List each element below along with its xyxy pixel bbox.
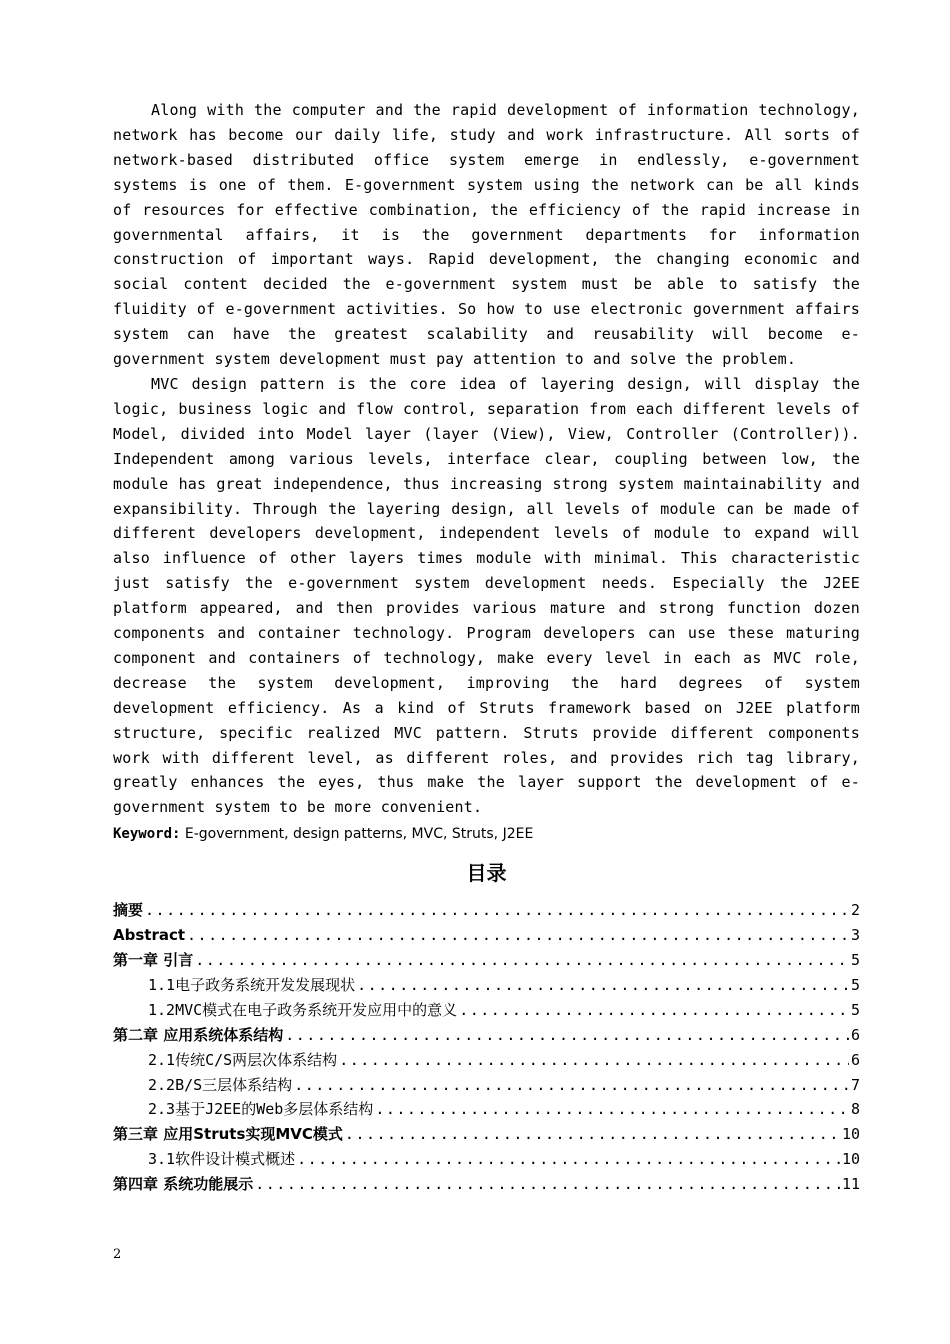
toc-entry-page: 10 [841, 1150, 860, 1169]
toc-entry[interactable] [113, 998, 860, 1023]
toc-entry-title: 摘要 [113, 901, 144, 920]
toc-entry[interactable] [113, 1073, 860, 1098]
toc-entry-title: 第二章 应用系统体系结构 [113, 1025, 284, 1044]
toc-leader-dots [195, 948, 849, 973]
keyword-text: E-government, design patterns, MVC, Struts, J2EE [180, 826, 534, 843]
toc-entry-page: 8 [850, 1100, 860, 1119]
page-number: 2 [113, 1247, 122, 1262]
toc-leader-dots [255, 1172, 840, 1197]
toc-entry-page: 5 [850, 1000, 860, 1019]
abstract-paragraph-1: Along with the computer and the rapid development of information technology, network has become our daily life, study and work infrastructure. All sorts of network-based distributed office system emerge in endlessly, e-government systems is one of them. E-government system using the network can be all kinds of resources for effective combination, the efficiency of the rapid increase in governmental affairs, it is the government departments for information construction of important ways. Rapid development, the changing economic and social content decided the e-government system must be able to satisfy the fluidity of e-government activities. So how to use electronic government affairs system can have the greatest scalability and reusability will become e-government system development must pay attention to and solve the problem. [113, 101, 860, 369]
abstract-paragraph-2: MVC design pattern is the core idea of layering design, will display the logic, business logic and flow control, separation from each different levels of Model, divided into Model layer (layer (View), View, Controller (Controller)). Independent among various levels, interface clear, coupling between low, the module has great independence, thus increasing strong system maintainability and expansibility. Through the layering design, all levels of module can be made of different developers development, independent levels of module to expand will also influence of other layers times module with minimal. This characteristic just satisfy the e-government system development needs. Especially the J2EE platform appeared, and then provides various mature and strong function dozen components and container technology. Program developers can use these maturing component and containers of technology, make every level in each as MVC role, decrease the system development, improving the hard degrees of system development efficiency. As a kind of Struts framework based on J2EE platform structure, specific realized MVC pattern. Struts provide different components work with different level, as different roles, and provides rich tag library, greatly enhances the eyes, thus make the layer support the development of e-government system to be more convenient. [113, 374, 860, 817]
toc-entry[interactable] [113, 898, 860, 923]
toc-entry[interactable] [113, 1122, 860, 1147]
toc-entry[interactable] [113, 1048, 860, 1073]
toc-entry-title: 2.3基于J2EE的Web多层体系结构 [148, 1100, 374, 1119]
toc-entry-title: 第一章 引言 [113, 951, 194, 970]
toc-leader-dots [145, 898, 849, 923]
toc-entry-title: 1.2MVC模式在电子政务系统开发应用中的意义 [148, 1000, 458, 1019]
toc-entry[interactable] [113, 1023, 860, 1048]
toc-entry-title: Abstract [113, 926, 186, 945]
toc-entry-page: 2 [850, 901, 860, 920]
toc-entry-page: 11 [841, 1175, 860, 1194]
toc-leader-dots [459, 998, 849, 1023]
toc-entry-page: 6 [850, 1050, 860, 1069]
toc-entry[interactable] [113, 1147, 860, 1172]
table-of-contents [113, 898, 860, 1197]
keywords-line [113, 822, 860, 846]
toc-entry-title: 3.1软件设计模式概述 [148, 1150, 296, 1169]
toc-leader-dots [294, 1073, 849, 1098]
toc-entry[interactable] [113, 948, 860, 973]
toc-leader-dots [339, 1048, 849, 1073]
keyword-label: Keyword: [113, 826, 181, 843]
toc-entry-title: 1.1电子政务系统开发发展现状 [148, 975, 356, 994]
toc-entry-title: 2.2B/S三层体系结构 [148, 1075, 293, 1094]
toc-entry-page: 5 [850, 951, 860, 970]
toc-entry-page: 6 [850, 1025, 860, 1044]
toc-leader-dots [285, 1023, 849, 1048]
toc-entry-title: 第四章 系统功能展示 [113, 1175, 254, 1194]
toc-entry-page: 10 [841, 1125, 860, 1144]
toc-entry[interactable] [113, 1172, 860, 1197]
toc-entry-title: 2.1传统C/S两层次体系结构 [148, 1050, 338, 1069]
toc-leader-dots [375, 1097, 849, 1122]
toc-entry-title: 第三章 应用Struts实现MVC模式 [113, 1125, 343, 1144]
document-page [113, 98, 860, 1197]
toc-leader-dots [297, 1147, 840, 1172]
toc-entry-page: 5 [850, 975, 860, 994]
toc-title: 目录 [466, 861, 507, 886]
toc-entry[interactable] [113, 973, 860, 998]
toc-entry[interactable] [113, 923, 860, 948]
toc-leader-dots [345, 1122, 840, 1147]
toc-entry[interactable] [113, 1097, 860, 1122]
toc-leader-dots [357, 973, 849, 998]
toc-entry-page: 7 [850, 1075, 860, 1094]
toc-entry-page: 3 [850, 926, 860, 945]
toc-leader-dots [187, 923, 849, 948]
